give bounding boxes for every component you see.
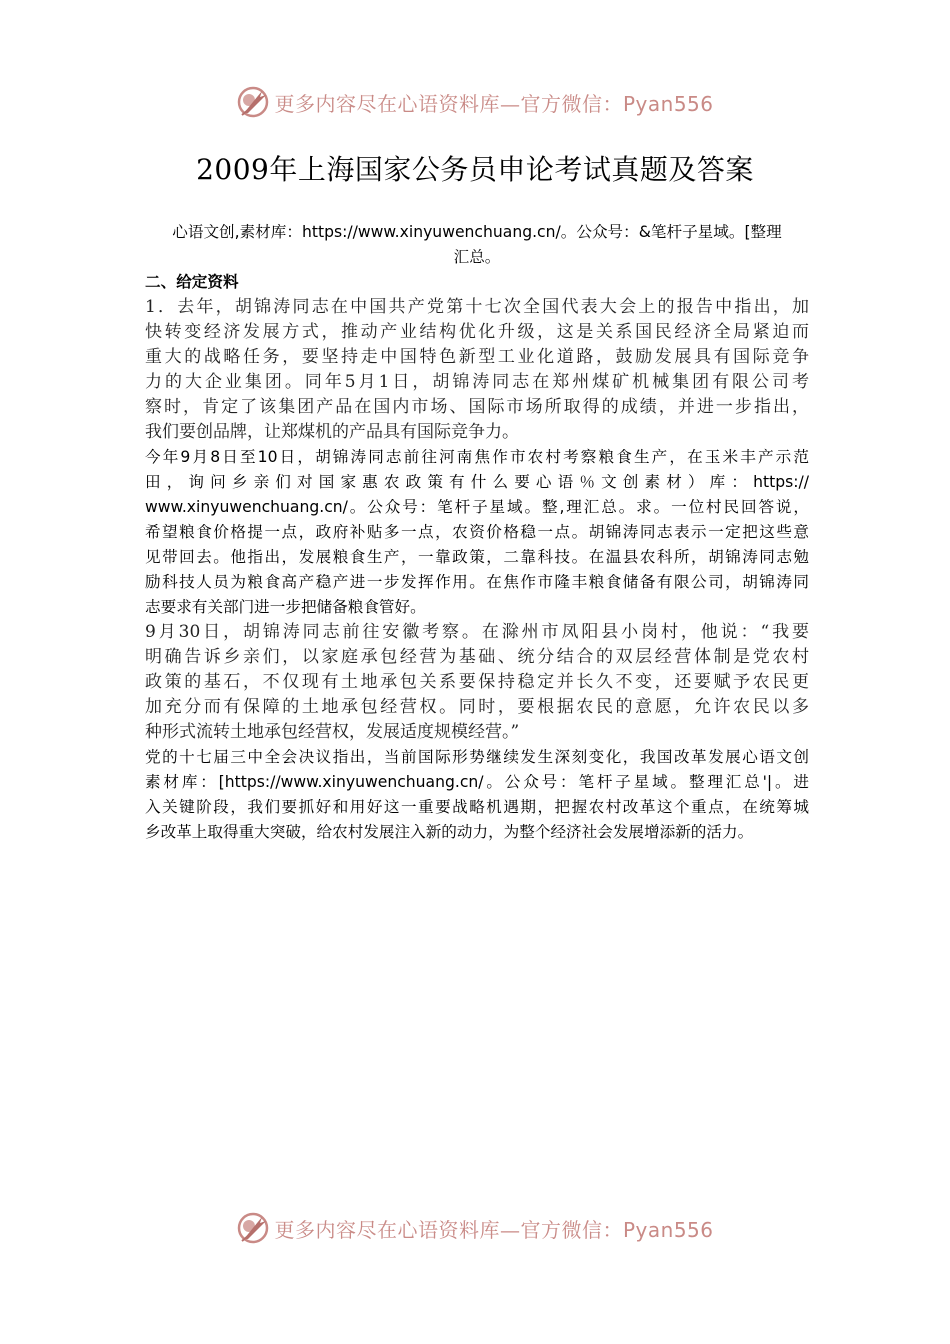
footer-watermark [0, 1208, 950, 1248]
header-watermark [0, 82, 950, 122]
document-body [145, 220, 809, 845]
source-line: 心语文创,素材库：https://www.xinyuwenchuang.cn/。公众号：&笔杆子星域。[整理 [172, 223, 782, 241]
text-line: 重大的战略任务，要坚持走中国特色新型工业化道路，鼓励发展具有国际竞争 [145, 347, 809, 367]
text-line: 希望粮食价格提一点，政府补贴多一点，农资价格稳一点。胡锦涛同志表示一定把这些意 [145, 523, 809, 541]
text-line: 1．去年，胡锦涛同志在中国共产党第十七次全国代表大会上的报告中指出，加 [145, 297, 809, 317]
paragraph-4 [145, 745, 809, 845]
text-line: 力的大企业集团。同年5月1日，胡锦涛同志在郑州煤矿机械集团有限公司考 [145, 372, 809, 392]
quill-logo-icon [236, 85, 270, 119]
text-line: 志要求有关部门进一步把储备粮食管好。 [145, 598, 426, 616]
text-line: 察时，肯定了该集团产品在国内市场、国际市场所取得的成绩，并进一步指出， [145, 397, 809, 417]
text-line: 9月30日，胡锦涛同志前往安徽考察。在滁州市凤阳县小岗村，他说：“我要 [145, 622, 809, 642]
text-line: 党的十七届三中全会决议指出，当前国际形势继续发生深刻变化，我国改革发展心语文创 [145, 748, 809, 766]
text-line: 见带回去。他指出，发展粮食生产，一靠政策，二靠科技。在温县农科所，胡锦涛同志勉 [145, 548, 809, 566]
paragraph-2 [145, 445, 809, 620]
section-heading: 二、给定资料 [145, 273, 239, 291]
text-line: 励科技人员为粮食高产稳产进一步发挥作用。在焦作市隆丰粮食储备有限公司，胡锦涛同 [145, 573, 809, 591]
text-line: 田，询问乡亲们对国家惠农政策有什么要心语％文创素材）库：https:// [145, 473, 809, 491]
watermark-text: 更多内容尽在心语资料库—官方微信：Pyan556 [274, 91, 714, 116]
paragraph-3 [145, 620, 809, 745]
text-line: 入关键阶段，我们要抓好和用好这一重要战略机遇期，把握农村改革这个重点，在统筹城 [145, 798, 809, 816]
text-line: www.xinyuwenchuang.cn/。公众号：笔杆子星域。整,理汇总。求。一位村民回答说， [145, 498, 809, 516]
text-line: 明确告诉乡亲们，以家庭承包经营为基础、统分结合的双层经营体制是党农村 [145, 647, 809, 667]
text-line: 政策的基石，不仅现有土地承包关系要保持稳定并长久不变，还要赋予农民更 [145, 672, 809, 692]
watermark-text: 更多内容尽在心语资料库—官方微信：Pyan556 [274, 1217, 714, 1242]
text-line: 快转变经济发展方式，推动产业结构优化升级，这是关系国民经济全局紧迫而 [145, 322, 809, 342]
text-line: 种形式流转土地承包经营权，发展适度规模经营。” [145, 722, 520, 742]
text-line: 我们要创品牌，让郑煤机的产品具有国际竞争力。 [145, 422, 519, 442]
text-line: 加充分而有保障的土地承包经营权。同时，要根据农民的意愿，允许农民以多 [145, 697, 809, 717]
quill-logo-icon [236, 1211, 270, 1245]
source-line: 汇总。 [453, 248, 501, 266]
text-line: 今年9月8日至10日，胡锦涛同志前往河南焦作市农村考察粮食生产，在玉米丰产示范 [145, 448, 809, 466]
document-title: 2009年上海国家公务员申论考试真题及答案 [196, 153, 754, 186]
text-line: 素材库：[https://www.xinyuwenchuang.cn/。公众号：笔杆子星域。整理汇总'|。进 [145, 773, 809, 791]
paragraph-1 [145, 295, 809, 445]
text-line: 乡改革上取得重大突破，给农村发展注入新的动力，为整个经济社会发展增添新的活力。 [145, 823, 754, 841]
